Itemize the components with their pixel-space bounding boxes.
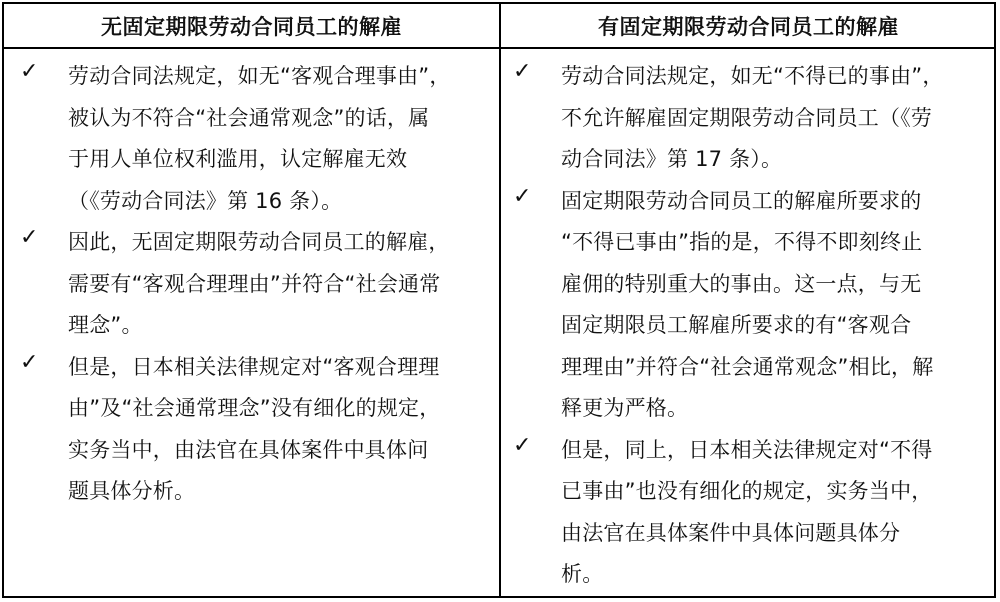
list-item-text: 因此，无固定期限劳动合同员工的解雇， 需要有“客观合理理由”并符合“社会通常 理念”。 bbox=[68, 230, 450, 337]
list-item-text: 劳动合同法规定，如无“客观合理事由”， 被认为不符合“社会通常观念”的话，属 于用人单位权利滥用，认定解雇无效 （《劳动合同法》第 16 条）。 bbox=[68, 64, 451, 213]
checkmark-icon: ✓ bbox=[513, 59, 532, 84]
list-item bbox=[18, 56, 494, 222]
checkmark-icon: ✓ bbox=[20, 225, 39, 250]
list-item-text: 但是，同上，日本相关法律规定对“不得 已事由”也没有细化的规定，实务当中， 由法官在具体案件中具体问题具体分 析。 bbox=[561, 437, 933, 586]
checkmark-icon: ✓ bbox=[513, 432, 532, 458]
left-column bbox=[18, 56, 494, 513]
list-item-text: 劳动合同法规定，如无“不得已的事由”， 不允许解雇固定期限劳动合同员工（《劳 动合同法》第 17 条）。 bbox=[561, 64, 944, 171]
list-item bbox=[511, 430, 991, 596]
header-divider bbox=[4, 47, 994, 49]
left-column-header: 无固定期限劳动合同员工的解雇 bbox=[101, 14, 402, 39]
list-item bbox=[18, 222, 494, 347]
checkmark-icon: ✓ bbox=[513, 183, 532, 209]
checkmark-icon: ✓ bbox=[20, 59, 39, 84]
checkmark-icon: ✓ bbox=[20, 349, 39, 375]
list-item bbox=[511, 56, 991, 181]
right-column-header: 有固定期限劳动合同员工的解雇 bbox=[598, 14, 899, 39]
comparison-table bbox=[2, 2, 996, 598]
list-item bbox=[18, 347, 494, 513]
list-item-text: 固定期限劳动合同员工的解雇所要求的 “不得已事由”指的是，不得不即刻终止 雇佣的特别重大的事由。这一点，与无 固定期限员工解雇所要求的有“客观合 理理由”并符合“社会通常观念”相比，解 释更为严格。 bbox=[561, 188, 934, 420]
list-item bbox=[511, 181, 991, 430]
list-item-text: 但是，日本相关法律规定对“客观合理理 由”及“社会通常理念”没有细化的规定， 实务当中，由法官在具体案件中具体问 题具体分析。 bbox=[68, 354, 441, 503]
column-divider bbox=[499, 4, 501, 596]
right-column bbox=[511, 56, 991, 596]
